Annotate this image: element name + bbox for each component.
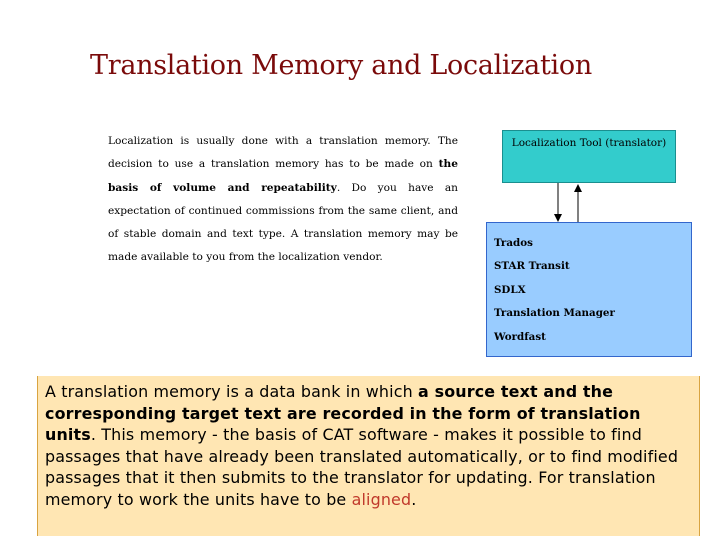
localization-tool-box	[502, 130, 676, 183]
paragraph-text-part2: . Do you have an expectation of continued commissions from the same client, and of stable domain and text type. A translation memory may be made available to you from the localization vendor.	[108, 181, 458, 264]
arrow-up-head	[574, 184, 582, 192]
tool-item-star-transit: STAR Transit	[494, 260, 570, 273]
localization-tool-label: Localization Tool (translator)	[511, 137, 667, 149]
paragraph-text-part1: Localization is usually done with a translation memory. The decision to use a translation memory has to be made on	[108, 135, 458, 171]
arrow-down-head	[554, 214, 562, 222]
tool-item-wordfast: Wordfast	[494, 330, 546, 343]
tool-item-sdlx: SDLX	[494, 283, 526, 296]
tools-list-box	[486, 222, 692, 357]
definition-highlight-word: aligned	[351, 489, 412, 509]
definition-paragraph	[45, 381, 695, 511]
definition-text-part3: .	[411, 489, 417, 509]
slide-title: Translation Memory and Localization	[90, 50, 592, 81]
paragraph-bold-phrase: the basis of volume and repeatability	[108, 158, 458, 194]
definition-text-part1: A translation memory is a data bank in which	[45, 382, 419, 401]
definition-bold-phrase: a source text and the corresponding target text are recorded in the form of translation units	[45, 382, 641, 445]
connector-arrows	[540, 183, 600, 223]
tool-item-trados: Trados	[494, 237, 533, 249]
localization-paragraph	[108, 130, 458, 270]
definition-text-part2: . This memory - the basis of CAT software - makes it possible to find passages that have already been translated automatically, or to find modified passages that it then submits to the translator for updating. For translation memory to work the units have to be	[45, 425, 679, 509]
tool-item-translation-manager: Translation Manager	[494, 307, 615, 320]
